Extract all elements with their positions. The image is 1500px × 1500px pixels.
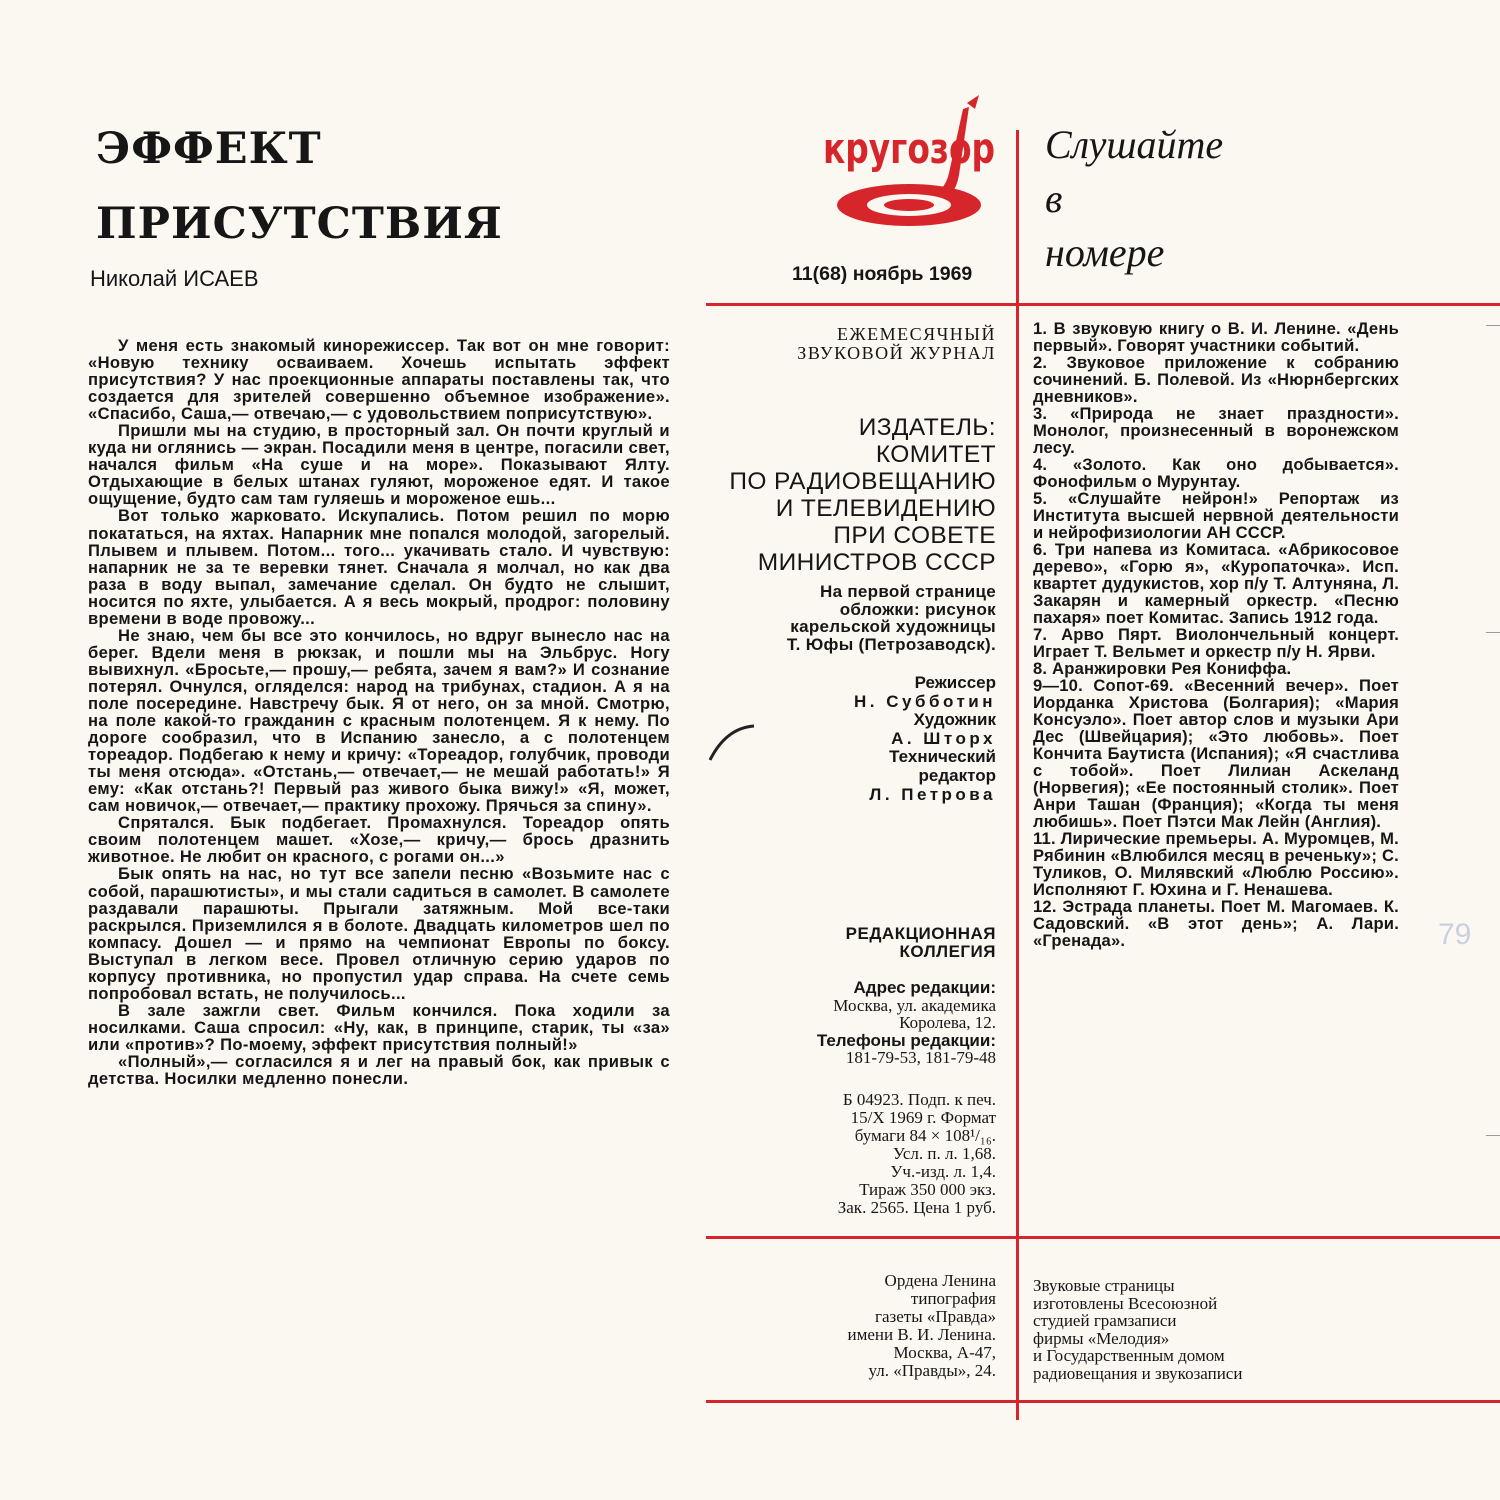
imprint-line: Тираж 350 000 экз. [859,1180,996,1199]
contents-item: 4. «Золото. Как оно добывается». Фонофильм о Мурунтау. [1033,455,1399,491]
contents-item: 9—10. Сопот-69. «Весенний вечер». Поет Иорданка Христова (Болгария); «Мария Консуэло». Поет автор слов и музыки Ари Дес (Швейцария); «Это любовь». Поет Кончита Баутиста (Испания); «Я счастлива с тобой». Поет Лилиан Аскеланд (Норвегия); «Ее постоянный столик». Поет Анри Ташан (Франция); «Когда ты меня любишь». Поет Пэтси Мак Лейн (Англия). [1033,676,1399,831]
journal-type [706,325,996,363]
printer-block [706,1272,996,1380]
pencil-mark: 79 [1438,918,1472,951]
cover-line: Т. Юфы (Петрозаводск). [786,634,996,654]
studio-line: радиовещания и звукозаписи [1033,1363,1243,1383]
horizontal-divider [706,303,1500,306]
contents-item: 11. Лирические премьеры. А. Муромцев, М. Рябинин «Влюбился месяц в реченьку»; С. Туликов, О. Милявский «Люблю Россию». Исполняют Г. Юхина и Г. Ненашева. [1033,829,1399,899]
cover-line: карельской художницы [790,617,996,636]
publisher-block [706,414,996,576]
tech-editor-name: Л. Петрова [869,784,996,804]
publisher-line: КОМИТЕТ [875,441,996,468]
contents-item: 1. В звуковую книгу о В. И. Ленине. «День первый». Говорят участники событий. [1033,319,1399,355]
article-paragraph: Вот только жарковато. Искупались. Потом решил по морю покататься, на яхтах. Напарник мне попался молодой, загорелый. Плывем и плывем. Потом... того... укачивать стало. И чувствую: напарник не за те веревки тянет. Сначала я молчал, но как два раза в воду выпал, замечание сделал. Он будто не слышит, носится по яхте, улыбается. А я весь мокрый, продрог: половину времени в воде провожу... [88,506,670,628]
tech-editor-label: редактор [918,765,996,785]
krugozor-logo [817,95,1002,230]
printer-line: ул. «Правды», 24. [868,1361,996,1380]
logo-text: кругозор [823,124,995,173]
cover-note [706,583,996,653]
imprint-line: бумаги 84 × 108¹/₁₆. [854,1126,996,1145]
board-line: РЕДАКЦИОННАЯ [845,924,996,943]
studio-line: изготовлены Всесоюзной [1033,1293,1218,1313]
publisher-line: МИНИСТРОВ СССР [757,549,996,576]
article-paragraph: В зале зажгли свет. Фильм кончился. Пока ходили за носилками. Саша спросил: «Ну, как, в принципе, старик, ты «за» или «против»? По-моему, эффект присутствия полный!» [88,1000,670,1054]
director-name: Н. Субботин [854,691,996,711]
edge-tick [1486,325,1500,326]
studio-line: и Государственным домом [1033,1346,1225,1365]
publisher-line: ИЗДАТЕЛЬ: [858,414,996,441]
record-hole-notch [706,720,756,780]
article-paragraph: Не знаю, чем бы все это кончилось, но вдруг вынесло нас на берег. Вдели меня в рюкзак, и пошли мы на Эльбрус. Ногу вывихнул. «Бросьте,— прошу,— ребята, зачем я вам?» И сознание потерял. Очнулся, огляделся: народ на трибунах, стадион. А я на поле посередине. Навстречу бык. Я от него, он за мной. Смотрю, на поле какой-то гражданин с красным полотенцем. Я к нему. По дороге сообразил, что в Испанию занесло, а с полотенцем тореадор. Подбегаю к нему и кричу: «Тореадор, голубчик, проводи ты меня отсюда». «Отстань,— отвечает,— не мешай работать!» Я ему: «Как отстань?! Первый раз живого быка вижу!» «Я, может, сам новичок,— отвечает,— практику прохожу. Прячься за спину». [88,625,670,816]
edge-tick [1486,632,1500,633]
contents-item: 2. Звуковое приложение к собранию сочинений. Б. Полевой. Из «Нюрнбергских дневников». [1033,353,1399,406]
article-paragraph: У меня есть знакомый кинорежиссер. Так вот он мне говорит: «Новую технику осваиваем. Хочешь испытать эффект присутствия? У нас проекционные аппараты поставлены так, что создается для зрителей совершенно объемное изображение». «Спасибо, Саша,— отвечаю,— с удовольствием поприсутствую». [88,336,670,424]
issue-number: 11(68) ноябрь 1969 [792,263,973,285]
imprint-line: 15/X 1969 г. Формат [850,1108,996,1127]
address-line: Королева, 12. [899,1013,996,1032]
address-block [696,979,996,1067]
printer-line: газеты «Правда» [874,1307,996,1326]
journal-type-line: ЕЖЕМЕСЯЧНЫЙ [836,324,996,344]
journal-type-line: ЗВУКОВОЙ ЖУРНАЛ [797,343,996,363]
studio-line: студией грамзаписи [1033,1311,1177,1330]
printer-line: Ордена Ленина [884,1271,996,1290]
listen-heading [1045,118,1223,280]
article-title [96,112,596,262]
vertical-divider [1016,130,1019,1420]
imprint-block [706,1091,996,1217]
credits-block [736,674,996,804]
title-line-1: ЭФФЕКТ [96,124,322,174]
printer-line: типография [910,1289,996,1308]
imprint-line: Усл. п. л. 1,68. [892,1144,996,1163]
contents-item: 7. Арво Пярт. Виолончельный концерт. Играет Т. Вельмет и оркестр п/у Н. Ярви. [1033,625,1399,661]
article-paragraph: «Полный»,— согласился я и лег на правый бок, как привык с детства. Носилки медленно понесли. [88,1051,670,1089]
edge-tick [1486,1135,1500,1136]
horizontal-divider [706,1236,1500,1239]
director-label: Режиссер [914,673,996,692]
printer-line: Москва, А-47, [893,1343,996,1362]
imprint-line: Уч.-изд. л. 1,4. [890,1162,996,1181]
contents-item: 3. «Природа не знает праздности». Монолог, произнесенный в воронежском лесу. [1033,404,1399,457]
studio-note [1033,1277,1403,1382]
publisher-line: ПРИ СОВЕТЕ [833,522,996,549]
article-paragraph: Пришли мы на студию, в просторный зал. Он почти круглый и куда ни оглянись — экран. Посадили меня в центре, погасили свет, начался фильм «На суше и на море». Показывают Ялту. Отдыхающие в белых штанах гуляют, мороженое едят. И такое ощущение, будто сам там гуляешь и мороженое ешь... [88,421,670,509]
printer-line: имени В. И. Ленина. [847,1325,996,1344]
artist-name: А. Шторх [891,728,996,748]
article-body [88,337,670,1087]
publisher-line: ПО РАДИОВЕЩАНИЮ [729,468,996,495]
phones-label: Телефоны редакции: [816,1030,996,1050]
publisher-line: И ТЕЛЕВИДЕНИЮ [775,495,996,522]
address-line: Москва, ул. академика [833,995,996,1015]
horizontal-divider [706,1400,1500,1403]
imprint-line: Зак. 2565. Цена 1 руб. [837,1198,996,1217]
cover-line: обложки: рисунок [839,599,996,619]
title-line-2: ПРИСУТСТВИЯ [96,199,503,249]
studio-line: Звуковые страницы [1033,1276,1175,1295]
contents-item: 12. Эстрада планеты. Поет М. Магомаев. К. Садовский. «В этот день»; А. Лари. «Гренада». [1033,897,1399,950]
contents-item: 5. «Слушайте нейрон!» Репортаж из Института высшей нервной деятельности и нейрофизиологии АН СССР. [1033,489,1399,542]
artist-label: Художник [913,710,996,730]
editorial-board [736,925,996,961]
listen-line: номере [1045,230,1165,275]
author-name: Николай ИСАЕВ [90,266,259,291]
board-line: КОЛЛЕГИЯ [899,942,996,961]
contents-item: 8. Аранжировки Рея Кониффа. [1033,659,1292,678]
phones: 181-79-53, 181-79-48 [845,1048,996,1067]
listen-line: Слушайте [1045,122,1224,167]
cover-line: На первой странице [820,582,996,601]
studio-line: фирмы «Мелодия» [1033,1328,1170,1348]
listen-line: в [1045,176,1063,221]
imprint-line: Б 04923. Подп. к печ. [842,1090,996,1109]
contents-item: 6. Три напева из Комитаса. «Абрикосовое дерево», «Горю я», «Куропаточка». Исп. квартет дудукистов, хор п/у Т. Алтуняна, Л. Закарян и камерный оркестр. «Песню пахаря» поет Комитас. Запись 1912 года. [1033,540,1399,627]
article-paragraph: Бык опять на нас, но тут все запели песню «Возьмите нас с собой, парашютисты», и мы стали садиться в самолет. В самолете раздавали парашюты. Прыгали затяжным. Мой все-таки раскрылся. Приземлился я в болоте. Двадцать километров шел по компасу. Дошел — и прямо на чемпионат Европы по боксу. Выступал в легком весе. Провел отличную серию ударов по корпусу противника, но пропустил удар справа. На счете семь попробовал встать, не получилось... [88,864,670,1003]
address-label: Адрес редакции: [853,978,996,997]
contents-list [1033,320,1399,949]
tech-editor-label: Технический [889,747,996,767]
article-paragraph: Спрятался. Бык подбегает. Промахнулся. Тореадор опять своим полотенцем машет. «Хозе,— кричу,— брось дразнить животное. Не любит он красного, с рогами он...» [88,813,670,867]
